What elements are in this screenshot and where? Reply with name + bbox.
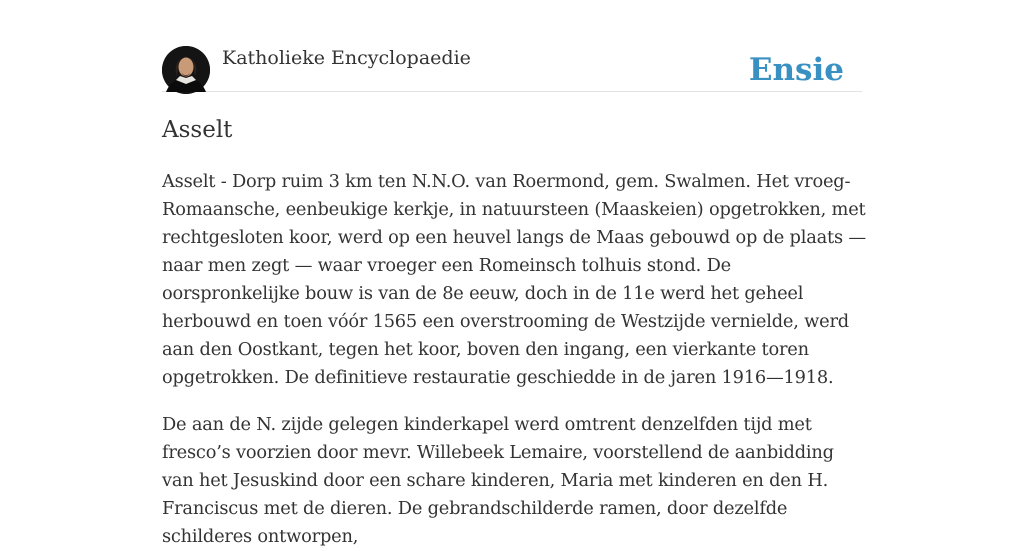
- portrait-icon: [162, 46, 210, 94]
- article-paragraph-1: Asselt - Dorp ruim 3 km ten N.N.O. van Roermond, gem. Swalmen. Het vroeg-Romaansche, eenbeukige kerkje, in natuursteen (Maaskeien) opgetrokken, met rechtgesloten koor, werd op een heuvel langs de Maas gebouwd op de plaats — naar men zegt — waar vroeger een Romeinsch tolhuis stond. De oorspronkelijke bouw is van de 8e eeuw, doch in de 11e werd het geheel herbouwd en toen vóór 1565 een overstrooming de Westzijde vernielde, werd aan den Oostkant, tegen het koor, boven den ingang, een vierkante toren opgetrokken. De definitieve restauratie geschiedde in de jaren 1916—1918.: [162, 171, 866, 388]
- portrait-avatar-icon[interactable]: [162, 46, 210, 94]
- article-paragraph-2: De aan de N. zijde gelegen kinderkapel werd omtrent denzelfden tijd met fresco’s voorzien door mevr. Willebeek Lemaire, voorstellend de aanbidding van het Jesuskind door een schare kinderen, Maria met kinderen en den H. Franciscus met de dieren. De gebrandschilderde ramen, door dezelfde schilderes ontworpen,: [162, 414, 834, 547]
- source-title[interactable]: Katholieke Encyclopaedie: [222, 47, 471, 69]
- brand-logo-link[interactable]: Ensie: [748, 52, 844, 88]
- site-header: [162, 46, 862, 92]
- article-title: Asselt: [162, 117, 233, 143]
